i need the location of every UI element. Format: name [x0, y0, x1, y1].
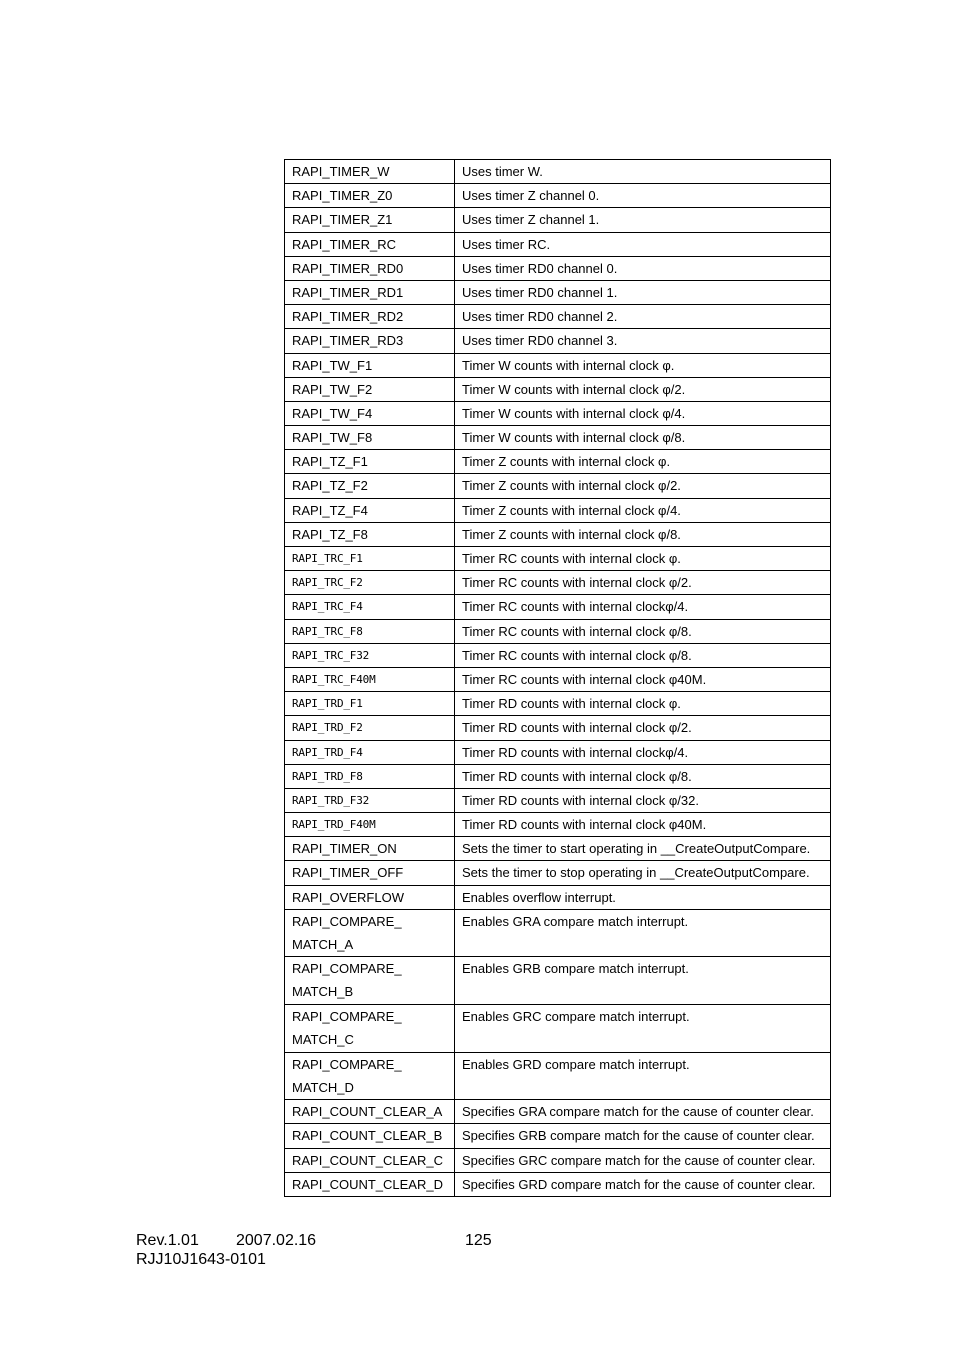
description-cell: Timer RC counts with internal clock φ. [455, 547, 831, 571]
constant-name-cell: RAPI_TW_F1 [285, 353, 455, 377]
table-row [285, 571, 831, 595]
constant-name-cell: RAPI_COUNT_CLEAR_C [285, 1148, 455, 1172]
description-cell: Timer W counts with internal clock φ. [455, 353, 831, 377]
table-row [285, 813, 831, 837]
description-cell: Timer RC counts with internal clock φ/2. [455, 571, 831, 595]
description-cell: Enables GRD compare match interrupt. [455, 1052, 831, 1100]
table-row [285, 498, 831, 522]
constant-name-cell: RAPI_TIMER_OFF [285, 861, 455, 885]
description-cell: Timer Z counts with internal clock φ/8. [455, 522, 831, 546]
description-cell: Uses timer W. [455, 160, 831, 184]
table-row [285, 667, 831, 691]
description-cell: Timer Z counts with internal clock φ/2. [455, 474, 831, 498]
description-cell: Uses timer Z channel 0. [455, 184, 831, 208]
constant-name-cell: RAPI_TIMER_RC [285, 232, 455, 256]
description-cell: Enables GRC compare match interrupt. [455, 1005, 831, 1053]
constant-name-cell: RAPI_COMPARE_ MATCH_A [285, 909, 455, 957]
table-row [285, 426, 831, 450]
description-cell: Timer Z counts with internal clock φ/4. [455, 498, 831, 522]
footer-doc-id: RJJ10J1643-0101 [136, 1251, 266, 1268]
constant-name-cell: RAPI_TIMER_RD3 [285, 329, 455, 353]
constant-name-cell: RAPI_TZ_F2 [285, 474, 455, 498]
constant-name-cell: RAPI_TIMER_RD2 [285, 305, 455, 329]
description-cell: Uses timer RD0 channel 0. [455, 256, 831, 280]
description-cell: Timer RD counts with internal clock φ40M. [455, 813, 831, 837]
constant-name-cell: RAPI_TW_F4 [285, 401, 455, 425]
constant-name-cell: RAPI_TZ_F4 [285, 498, 455, 522]
table-row [285, 740, 831, 764]
table-row [285, 861, 831, 885]
constant-name-cell: RAPI_OVERFLOW [285, 885, 455, 909]
constant-name-cell: RAPI_TRC_F2 [285, 571, 455, 595]
description-cell: Timer RD counts with internal clock φ/2. [455, 716, 831, 740]
description-cell: Timer RD counts with internal clock φ/8. [455, 764, 831, 788]
constant-name-cell: RAPI_TRD_F32 [285, 788, 455, 812]
table-row [285, 232, 831, 256]
description-cell: Uses timer Z channel 1. [455, 208, 831, 232]
constant-name-cell: RAPI_COUNT_CLEAR_A [285, 1100, 455, 1124]
table-row [285, 1005, 831, 1053]
constant-name-cell: RAPI_TRD_F1 [285, 692, 455, 716]
table-row [285, 957, 831, 1005]
table-row [285, 305, 831, 329]
table-row [285, 837, 831, 861]
constant-name-cell: RAPI_COUNT_CLEAR_D [285, 1172, 455, 1196]
constant-name-cell: RAPI_TRC_F40M [285, 667, 455, 691]
constant-name-cell: RAPI_TRD_F4 [285, 740, 455, 764]
table-row [285, 280, 831, 304]
table-row [285, 595, 831, 619]
constant-name-cell: RAPI_TIMER_ON [285, 837, 455, 861]
description-cell: Enables GRA compare match interrupt. [455, 909, 831, 957]
description-cell: Timer RD counts with internal clockφ/4. [455, 740, 831, 764]
table-row [285, 1100, 831, 1124]
description-cell: Enables overflow interrupt. [455, 885, 831, 909]
constant-name-cell: RAPI_COUNT_CLEAR_B [285, 1124, 455, 1148]
table-row [285, 788, 831, 812]
definition-table-body [285, 160, 831, 1197]
description-cell: Sets the timer to stop operating in __CreateOutputCompare. [455, 861, 831, 885]
description-cell: Enables GRB compare match interrupt. [455, 957, 831, 1005]
description-cell: Specifies GRD compare match for the cause of counter clear. [455, 1172, 831, 1196]
constant-name-cell: RAPI_TIMER_W [285, 160, 455, 184]
description-cell: Timer Z counts with internal clock φ. [455, 450, 831, 474]
constant-name-cell: RAPI_COMPARE_ MATCH_D [285, 1052, 455, 1100]
constant-name-cell: RAPI_TRC_F32 [285, 643, 455, 667]
constant-name-cell: RAPI_TRD_F2 [285, 716, 455, 740]
constant-name-cell: RAPI_TIMER_RD0 [285, 256, 455, 280]
table-row [285, 692, 831, 716]
description-cell: Timer W counts with internal clock φ/8. [455, 426, 831, 450]
description-cell: Timer RD counts with internal clock φ. [455, 692, 831, 716]
description-cell: Uses timer RD0 channel 1. [455, 280, 831, 304]
table-row [285, 401, 831, 425]
table-row [285, 764, 831, 788]
constant-name-cell: RAPI_TRD_F40M [285, 813, 455, 837]
description-cell: Specifies GRB compare match for the cause of counter clear. [455, 1124, 831, 1148]
constant-name-cell: RAPI_COMPARE_ MATCH_B [285, 957, 455, 1005]
table-row [285, 643, 831, 667]
table-row [285, 160, 831, 184]
table-row [285, 619, 831, 643]
description-cell: Timer RC counts with internal clock φ/8. [455, 619, 831, 643]
table-row [285, 450, 831, 474]
table-row [285, 1148, 831, 1172]
table-row [285, 716, 831, 740]
description-cell: Timer RD counts with internal clock φ/32. [455, 788, 831, 812]
constant-name-cell: RAPI_TZ_F8 [285, 522, 455, 546]
definition-table [284, 159, 831, 1197]
footer-page-number: 125 [465, 1232, 492, 1249]
table-row [285, 377, 831, 401]
constant-name-cell: RAPI_TRC_F4 [285, 595, 455, 619]
table-row [285, 522, 831, 546]
table-row [285, 885, 831, 909]
description-cell: Timer W counts with internal clock φ/4. [455, 401, 831, 425]
table-row [285, 1052, 831, 1100]
table-row [285, 1124, 831, 1148]
constant-name-cell: RAPI_TRC_F8 [285, 619, 455, 643]
constant-name-cell: RAPI_TIMER_Z0 [285, 184, 455, 208]
description-cell: Timer RC counts with internal clock φ/8. [455, 643, 831, 667]
constant-name-cell: RAPI_COMPARE_ MATCH_C [285, 1005, 455, 1053]
table-row [285, 1172, 831, 1196]
constant-name-cell: RAPI_TW_F2 [285, 377, 455, 401]
table-row [285, 547, 831, 571]
table-row [285, 909, 831, 957]
table-row [285, 184, 831, 208]
constant-name-cell: RAPI_TIMER_RD1 [285, 280, 455, 304]
constant-name-cell: RAPI_TIMER_Z1 [285, 208, 455, 232]
description-cell: Timer RC counts with internal clockφ/4. [455, 595, 831, 619]
table-row [285, 256, 831, 280]
description-cell: Timer RC counts with internal clock φ40M. [455, 667, 831, 691]
description-cell: Specifies GRC compare match for the cause of counter clear. [455, 1148, 831, 1172]
description-cell: Uses timer RC. [455, 232, 831, 256]
constant-name-cell: RAPI_TZ_F1 [285, 450, 455, 474]
description-cell: Specifies GRA compare match for the cause of counter clear. [455, 1100, 831, 1124]
description-cell: Timer W counts with internal clock φ/2. [455, 377, 831, 401]
constant-name-cell: RAPI_TRC_F1 [285, 547, 455, 571]
table-row [285, 329, 831, 353]
table-row [285, 474, 831, 498]
description-cell: Uses timer RD0 channel 2. [455, 305, 831, 329]
table-row [285, 353, 831, 377]
description-cell: Sets the timer to start operating in __CreateOutputCompare. [455, 837, 831, 861]
table-row [285, 208, 831, 232]
constant-name-cell: RAPI_TRD_F8 [285, 764, 455, 788]
description-cell: Uses timer RD0 channel 3. [455, 329, 831, 353]
constant-name-cell: RAPI_TW_F8 [285, 426, 455, 450]
footer-revision: Rev.1.01 [136, 1232, 199, 1249]
footer-date: 2007.02.16 [236, 1232, 317, 1249]
